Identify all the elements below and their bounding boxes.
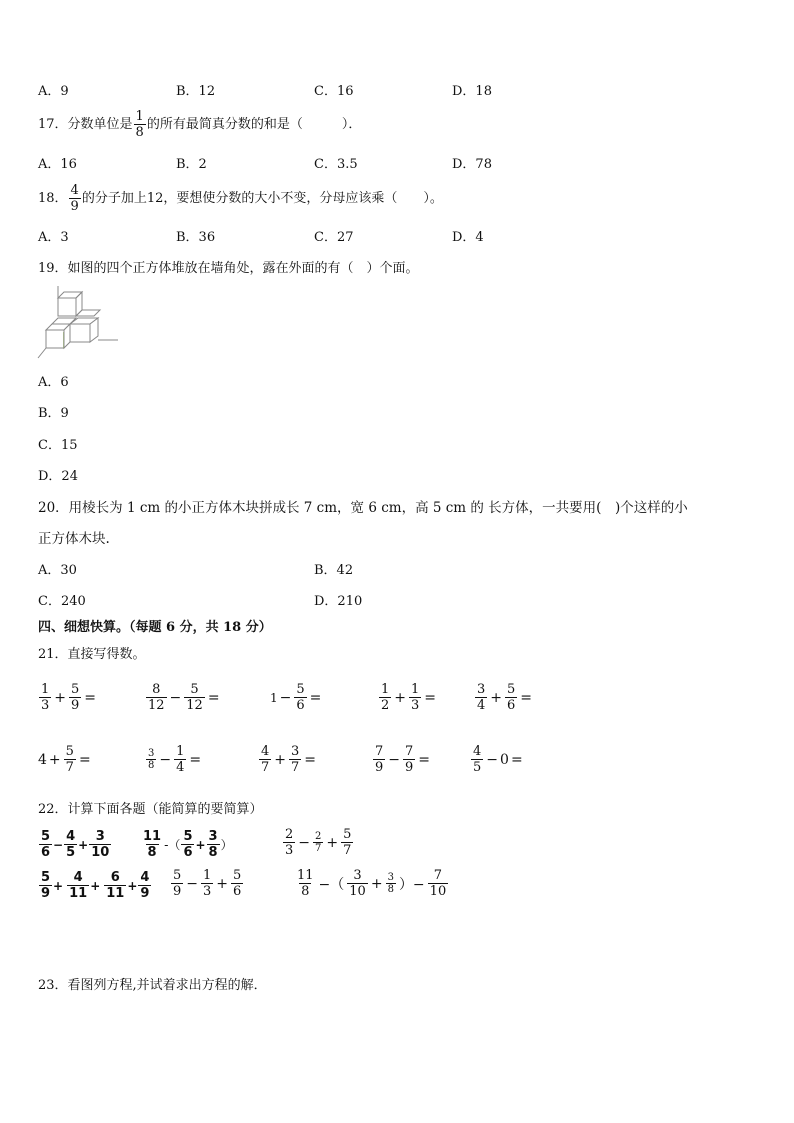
numerator: 5 [343,827,352,842]
numerator: 5 [65,744,74,759]
operator: + [90,878,101,893]
fraction [67,870,89,901]
q22-expr-5 [170,868,244,899]
fraction [347,868,368,899]
q21-expr-9 [372,744,432,775]
denominator: 7 [291,760,300,775]
q17-option-c: C．3.5 [314,157,358,172]
q21-expr-6 [38,744,93,775]
q20-option-a: A．30 [38,563,77,578]
fraction [184,682,205,713]
q16-option-b: B．12 [176,84,216,99]
q21-expr-8 [258,744,318,775]
numerator: 3 [387,872,394,883]
q20-option-d: D．210 [314,594,363,609]
operator: + [274,751,287,768]
denominator: 6 [233,884,242,899]
numerator: 3 [353,868,362,883]
fraction [141,829,163,860]
denominator: 8 [148,760,155,771]
numerator: 5 [71,682,80,697]
q21-expr-2 [145,682,222,713]
denominator: 9 [140,886,150,901]
q17-prefix: 17．分数单位是 [38,116,133,132]
denominator: 6 [296,698,305,713]
denominator: 6 [41,845,51,860]
q19-option-a: A．6 [38,375,69,390]
operator: ）− [398,876,425,893]
operator: − [279,689,292,706]
operator: + [216,875,229,892]
denominator: 4 [477,698,486,713]
numerator: 1 [41,682,50,697]
fraction [379,682,391,713]
q21-expr-4 [378,682,438,713]
numerator: 5 [296,682,305,697]
fraction [39,682,51,713]
denominator: 5 [473,760,482,775]
numerator: 5 [41,870,51,885]
fraction [69,682,81,713]
numerator: 4 [73,870,83,885]
numerator: 5 [41,829,51,844]
question-19: 19．如图的四个正方体堆放在墙角处，露在外面的有（ ）个面。 [38,261,419,276]
denominator: 10 [91,845,110,860]
numerator: 3 [291,744,300,759]
fraction [174,744,186,775]
fraction [89,829,111,860]
numerator: 3 [477,682,486,697]
numerator: 7 [375,744,384,759]
operator: − [388,751,401,768]
operator: + [54,689,67,706]
numerator: 4 [261,744,270,759]
integer: 4 [38,751,47,768]
denominator: 7 [315,843,322,854]
q18-frac-num: 4 [70,183,79,198]
denominator: 9 [173,884,182,899]
q17-option-a: A．16 [38,157,77,172]
equals: = [309,689,322,706]
denominator: 8 [208,845,218,860]
operator: − [186,875,199,892]
question-20-line2: 正方体木块. [38,531,110,547]
q21-expr-1 [38,682,98,713]
integer: 0 [500,751,509,768]
denominator: 11 [69,886,88,901]
denominator: 12 [186,698,203,713]
operator: − [53,837,64,852]
denominator: 3 [41,698,50,713]
numerator: 3 [208,829,218,844]
numerator: 5 [507,682,516,697]
q22-expr-2 [140,829,233,860]
q21-expr-7 [145,744,203,775]
question-21-title: 21．直接写得数。 [38,647,146,662]
fraction [39,829,52,860]
fraction [471,744,483,775]
equals: = [84,689,97,706]
equals: = [418,751,431,768]
fraction [428,868,449,899]
q16-option-c: C．16 [314,84,354,99]
q16-option-a: A．9 [38,84,69,99]
section-4-heading: 四、细想快算。（每题 6 分，共 18 分） [38,620,272,635]
fraction [146,748,156,771]
denominator: 7 [65,760,74,775]
fraction [373,744,385,775]
operator: + [195,837,206,852]
operator: −（ [318,876,345,893]
fraction [64,829,77,860]
denominator: 5 [66,845,76,860]
operator: − [159,751,172,768]
denominator: 2 [381,698,390,713]
fraction [403,744,415,775]
fraction [181,829,194,860]
q17-suffix: 的所有最简真分数的和是（ ）． [146,116,362,132]
fraction [259,744,271,775]
fraction [386,872,396,895]
fraction [409,682,421,713]
q18-option-b: B．36 [176,230,216,245]
operator: + [53,878,64,893]
denominator: 7 [261,760,270,775]
operator: + [127,878,138,893]
q18-suffix: 的分子加上12，要想使分数的大小不变，分母应该乘（ ）。 [81,190,443,206]
q18-option-a: A．3 [38,230,69,245]
q21-expr-3 [270,682,323,713]
q18-option-d: D．4 [452,230,484,245]
operator: − [486,751,499,768]
numerator: 4 [66,829,76,844]
q21-expr-5 [474,682,534,713]
equals: = [424,689,437,706]
q22-expr-6 [294,868,449,899]
denominator: 8 [387,884,394,895]
question-23-title: 23．看图列方程,并试着求出方程的解． [38,978,267,993]
denominator: 8 [301,884,310,899]
fraction [505,682,517,713]
operator: -（ [164,838,181,852]
denominator: 3 [203,884,212,899]
q18-option-c: C．27 [314,230,354,245]
fraction [283,827,295,858]
q22-expr-1 [38,829,112,860]
numerator: 8 [152,682,161,697]
denominator: 10 [349,884,366,899]
question-22-title: 22．计算下面各题（能简算的要简算） [38,802,263,817]
denominator: 9 [71,698,80,713]
numerator: 7 [433,868,443,883]
q17-frac-num: 1 [135,109,144,124]
equals: = [510,751,523,768]
q18-fraction [69,183,81,214]
numerator: 4 [140,870,150,885]
equals: = [520,689,533,706]
operator: + [78,837,89,852]
fraction [64,744,76,775]
equals: = [189,751,202,768]
numerator: 2 [315,831,322,842]
operator: − [298,834,311,851]
operator: + [326,834,339,851]
denominator: 9 [41,886,51,901]
numerator: 7 [405,744,414,759]
fraction [231,868,243,899]
denominator: 7 [343,843,352,858]
operator: + [370,875,383,892]
fraction [341,827,353,858]
fraction [146,682,167,713]
operator: + [394,689,407,706]
q19-option-b: B．9 [38,406,69,421]
denominator: 9 [375,760,384,775]
numerator: 5 [183,829,193,844]
q22-expr-3 [282,827,354,858]
numerator: 2 [285,827,294,842]
numerator: 5 [173,868,182,883]
denominator: 10 [429,884,447,899]
fraction [294,682,306,713]
question-17 [38,109,361,140]
numerator: 1 [381,682,390,697]
numerator: 3 [148,748,155,759]
question-20-line1: 20．用棱长为 1 cm 的小正方体木块拼成长 7 cm，宽 6 cm，高 5 cm 的 长方体，一共要用( )个这样的小 [38,500,688,516]
fraction [289,744,301,775]
stacked-cubes-figure [36,286,122,362]
fraction [201,868,213,899]
q16-option-d: D．18 [452,84,492,99]
q18-frac-den: 9 [70,199,79,214]
fraction [207,829,220,860]
q17-frac-den: 8 [135,125,144,140]
fraction [475,682,487,713]
operator: − [169,689,182,706]
fraction [171,868,183,899]
numerator: 11 [143,829,162,844]
equals: = [304,751,317,768]
denominator: 3 [285,843,294,858]
q22-expr-4 [38,870,152,901]
denominator: 9 [405,760,414,775]
q17-fraction [134,109,146,140]
q20-option-c: C．240 [38,594,86,609]
q19-option-d: D．24 [38,469,78,484]
q17-option-b: B．2 [176,157,207,172]
numerator: 6 [110,870,120,885]
numerator: 1 [411,682,420,697]
numerator: 11 [297,868,314,883]
numerator: 3 [95,829,105,844]
denominator: 3 [411,698,420,713]
question-18 [38,183,443,214]
operator: + [490,689,503,706]
fraction [39,870,52,901]
denominator: 11 [106,886,125,901]
q21-expr-10 [470,744,525,775]
numerator: 1 [203,868,212,883]
equals: = [207,689,220,706]
numerator: 4 [473,744,482,759]
q18-prefix: 18． [38,190,68,206]
paren: ） [220,838,233,852]
numerator: 5 [190,682,199,697]
q20-option-b: B．42 [314,563,354,578]
denominator: 4 [176,760,185,775]
integer: 1 [270,690,278,705]
denominator: 6 [507,698,516,713]
denominator: 12 [148,698,165,713]
fraction [104,870,126,901]
fraction [295,868,316,899]
q19-option-c: C．15 [38,438,78,453]
q17-option-d: D．78 [452,157,492,172]
denominator: 6 [183,845,193,860]
numerator: 1 [176,744,185,759]
operator: + [48,751,61,768]
numerator: 5 [233,868,242,883]
fraction [313,831,323,854]
fraction [138,870,151,901]
denominator: 8 [147,845,157,860]
equals: = [78,751,91,768]
